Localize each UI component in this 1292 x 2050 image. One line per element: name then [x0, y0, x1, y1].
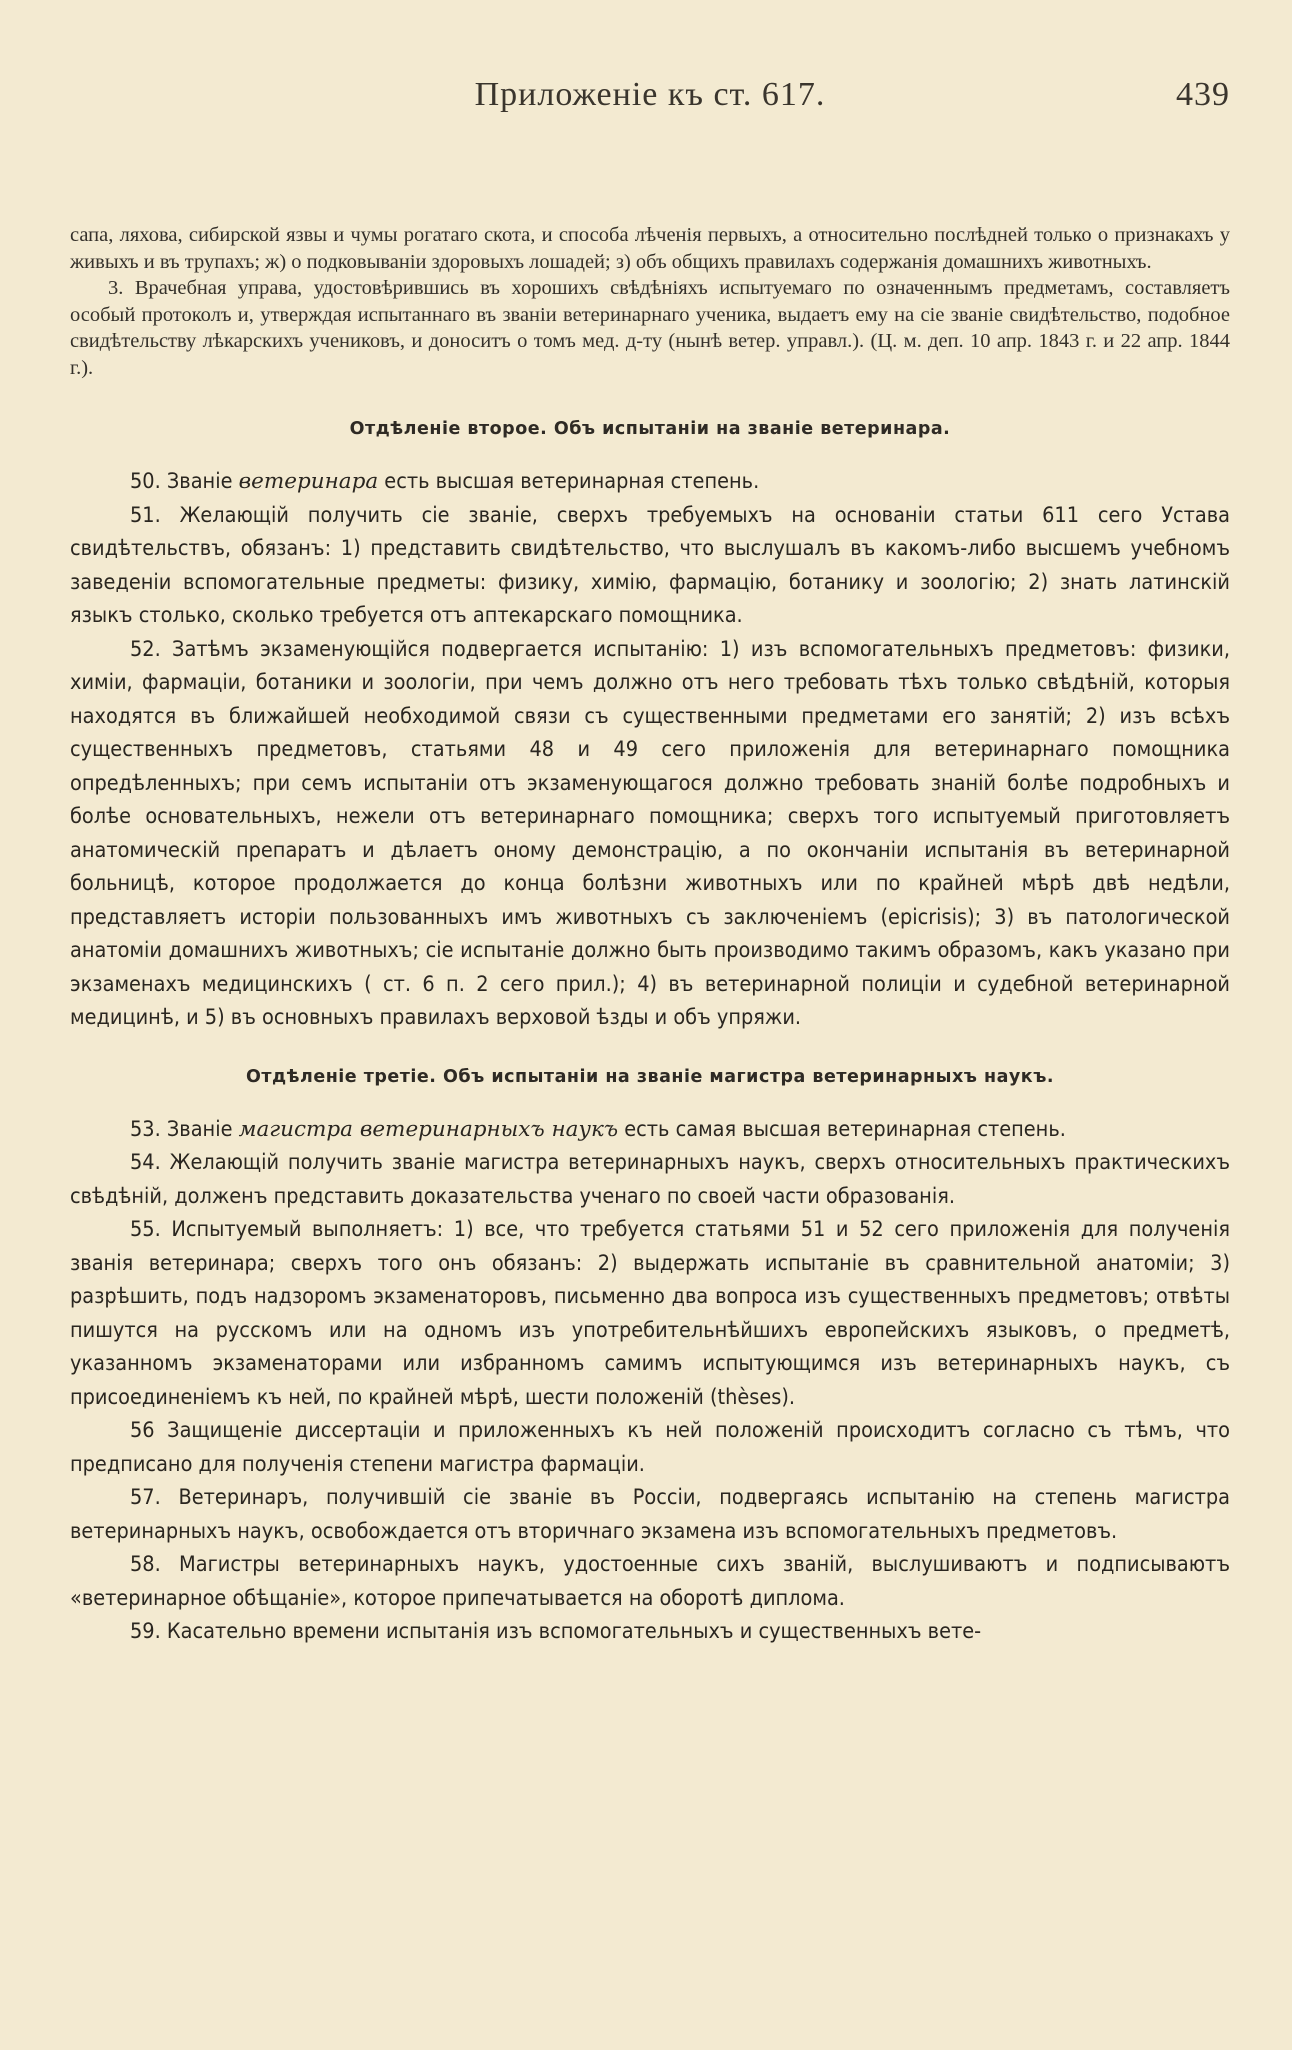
article-58: 58. Магистры ветеринарныхъ наукъ, удостоенные сихъ званій, выслушиваютъ и подписываютъ «ветеринарное обѣщаніе», которое припечатывается на оборотѣ диплома.: [70, 1552, 1230, 1611]
section-second-body: [70, 465, 1230, 1035]
article-54: 54. Желающій получить званіе магистра ветеринарныхъ наукъ, сверхъ относительныхъ практическихъ свѣдѣній, долженъ представить доказательства ученаго по своей части образованія.: [70, 1150, 1230, 1209]
emphasized-term: магистра ветеринарныхъ наукъ: [238, 1116, 619, 1142]
article-52: 52. Затѣмъ экзаменующійся подвергается испытанію: 1) изъ вспомогательныхъ предметовъ: физики, химіи, фармаціи, ботаники и зоологіи, при чемъ должно отъ него требовать тѣхъ только свѣдѣній, которыя находятся въ ближайшей необходимой связи съ существенными предметами его занятій; 2) изъ всѣхъ существенныхъ предметовъ, статьями 48 и 49 сего приложенія для ветеринарнаго помощника опредѣленныхъ; при семъ испытаніи отъ экзаменующагося должно требовать знаній болѣе подробныхъ и болѣе основательныхъ, нежели отъ ветеринарнаго помощника; сверхъ того испытуемый приготовляетъ анатомическій препаратъ и дѣлаетъ оному демонстрацію, а по окончаніи испытанія въ ветеринарной больницѣ, которое продолжается до конца болѣзни животныхъ или по крайней мѣрѣ двѣ недѣли, представляетъ исторіи пользованныхъ имъ животныхъ съ заключеніемъ (epicrisis); 3) въ патологической анатоміи домашнихъ животныхъ; сіе испытаніе должно быть производимо такимъ образомъ, какъ указано при экзаменахъ медицинскихъ ( ст. 6 п. 2 сего прил.); 4) въ ветеринарной полиціи и судебной ветеринарной медицинѣ, и 5) въ основныхъ правилахъ верховой ѣзды и объ упряжи.: [70, 636, 1230, 1030]
book-page: [70, 70, 1230, 1649]
intro-paragraph-continued: сапа, ляхова, сибирской язвы и чумы рогатаго скота, и способа лѣченія первыхъ, а относительно послѣдней только о признакахъ у живыхъ и въ трупахъ; ж) о подковываніи здоровыхъ лошадей; з) объ общихъ правилахъ содержанія домашнихъ животныхъ.: [70, 224, 1230, 273]
header-title: Приложеніе къ ст. 617.: [474, 76, 826, 113]
intro-paragraph-3: 3. Врачебная управа, удостовѣрившись въ хорошихъ свѣдѣніяхъ испытуемаго по означеннымъ предметамъ, составляетъ особый протоколъ и, утверждая испытаннаго въ званіи ветеринарнаго ученика, выдаетъ ему на сіе званіе свидѣтельство, подобное свидѣтельству лѣкарскихъ учениковъ, и доноситъ о томъ мед. д-ту (нынѣ ветер. управл.). (Ц. м. деп. 10 апр. 1843 г. и 22 апр. 1844 г.).: [70, 277, 1230, 379]
article-number: 53.: [130, 1116, 161, 1142]
intro-block: [70, 222, 1230, 381]
article-59: 59. Касательно времени испытанія изъ вспомогательныхъ и существенныхъ вете-: [130, 1619, 982, 1644]
emphasized-term: ветеринара: [238, 469, 379, 494]
article-51: 51. Желающій получить сіе званіе, сверхъ требуемыхъ на основаніи статьи 611 сего Устава свидѣтельствъ, обязанъ: 1) представить свидѣтельство, что выслушалъ въ какомъ-либо высшемъ учебномъ заведеніи вспомогательные предметы: физику, химію, фармацію, ботанику и зоологію; 2) знать латинскій языкъ столько, сколько требуется отъ аптекарскаго помощника.: [70, 502, 1230, 628]
article-50: 50. Званіе ветеринара есть высшая ветеринарная степень.: [130, 469, 760, 494]
article-57: 57. Ветеринаръ, получившій сіе званіе въ Россіи, подвергаясь испытанію на степень магистра ветеринарныхъ наукъ, освобождается отъ вторичнаго экзамена изъ вспомогательныхъ предметовъ.: [70, 1485, 1230, 1544]
article-56: 56 Защищеніе диссертаціи и приложенныхъ къ ней положеній происходитъ согласно съ тѣмъ, что предписано для полученія степени магистра фармаціи.: [70, 1418, 1230, 1477]
section-heading-second: Отдѣленіе второе. Объ испытаніи на званіе ветеринара.: [349, 419, 951, 439]
article-number: 50.: [130, 469, 161, 494]
section-heading-third: Отдѣленіе третіе. Объ испытаніи на званіе магистра ветеринарныхъ наукъ.: [245, 1066, 1054, 1087]
article-55: 55. Испытуемый выполняетъ: 1) все, что требуется статьями 51 и 52 сего приложенія для полученія званія ветеринара; сверхъ того онъ обязанъ: 2) выдержать испытаніе въ сравнительной анатоміи; 3) разрѣшить, подъ надзоромъ экзаменаторовъ, письменно два вопроса изъ существенныхъ предметовъ; отвѣты пишутся на русскомъ или на одномъ изъ употребительнѣйшихъ европейскихъ языковъ, о предметѣ, указанномъ экзаменаторами или избранномъ самимъ испытующимся изъ ветеринарныхъ наукъ, съ присоединеніемъ къ ней, по крайней мѣрѣ, шести положеній (thèses).: [70, 1217, 1230, 1410]
running-header: [70, 70, 1230, 130]
page-number: 439: [1176, 76, 1230, 113]
section-third-body: [70, 1113, 1230, 1649]
article-53: 53. Званіе магистра ветеринарныхъ наукъ есть самая высшая ветеринарная степень.: [130, 1116, 1066, 1142]
